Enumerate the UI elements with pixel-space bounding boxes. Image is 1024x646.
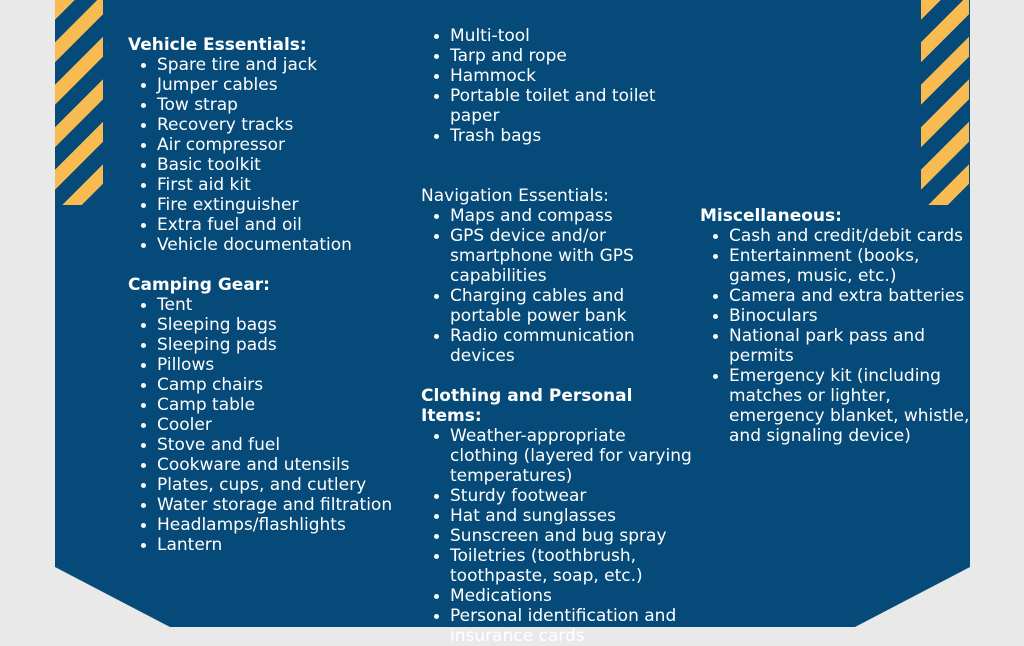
list-item: Binoculars <box>722 306 970 326</box>
list-item: Toiletries (toothbrush, toothpaste, soap, etc.) <box>443 546 696 586</box>
vehicle-essentials-list <box>128 55 408 255</box>
list-item: Tarp and rope <box>443 46 696 66</box>
list-item: Portable toilet and toilet paper <box>443 86 696 126</box>
list-item: Hat and sunglasses <box>443 506 696 526</box>
list-item: Weather-appropriate clothing (layered for varying temperatures) <box>443 426 696 486</box>
list-item: Fire extinguisher <box>150 195 408 215</box>
list-item: Medications <box>443 586 696 606</box>
list-item: Cash and credit/debit cards <box>722 226 970 246</box>
list-item: Cookware and utensils <box>150 455 408 475</box>
stripe-decoration-left <box>55 0 103 205</box>
list-item: GPS device and/or smartphone with GPS capabilities <box>443 226 696 286</box>
camping-gear-heading: Camping Gear: <box>128 275 270 295</box>
list-item: Headlamps/flashlights <box>150 515 408 535</box>
list-item: Personal identification and insurance cards <box>443 606 696 646</box>
miscellaneous-list <box>700 226 970 446</box>
list-item: Camp chairs <box>150 375 408 395</box>
list-item: Entertainment (books, games, music, etc.) <box>722 246 970 286</box>
list-item: Camera and extra batteries <box>722 286 970 306</box>
list-item: Water storage and filtration <box>150 495 408 515</box>
navigation-essentials-list <box>421 206 696 366</box>
list-item: Hammock <box>443 66 696 86</box>
list-item: Charging cables and portable power bank <box>443 286 696 326</box>
list-item: Emergency kit (including matches or lighter, emergency blanket, whistle, and signaling device) <box>722 366 970 446</box>
list-item: Plates, cups, and cutlery <box>150 475 408 495</box>
column-2 <box>421 26 696 646</box>
list-item: Recovery tracks <box>150 115 408 135</box>
list-item: Basic toolkit <box>150 155 408 175</box>
stripe-decoration-right <box>921 0 969 205</box>
list-item: Camp table <box>150 395 408 415</box>
list-item: Cooler <box>150 415 408 435</box>
list-item: Air compressor <box>150 135 408 155</box>
list-item: Radio communication devices <box>443 326 696 366</box>
navigation-essentials-heading: Navigation Essentials: <box>421 186 609 206</box>
list-item: Jumper cables <box>150 75 408 95</box>
clothing-personal-list <box>421 426 696 646</box>
list-item: First aid kit <box>150 175 408 195</box>
column-1 <box>128 35 408 555</box>
list-item: Tow strap <box>150 95 408 115</box>
list-item: National park pass and permits <box>722 326 970 366</box>
list-item: Vehicle documentation <box>150 235 408 255</box>
list-item: Trash bags <box>443 126 696 146</box>
camping-gear-list-continued <box>421 26 696 146</box>
list-item: Sleeping pads <box>150 335 408 355</box>
list-item: Sleeping bags <box>150 315 408 335</box>
list-item: Maps and compass <box>443 206 696 226</box>
list-item: Tent <box>150 295 408 315</box>
camping-gear-list <box>128 295 408 555</box>
column-3 <box>700 206 970 446</box>
miscellaneous-heading: Miscellaneous: <box>700 206 842 226</box>
vehicle-essentials-heading: Vehicle Essentials: <box>128 35 307 55</box>
list-item: Multi-tool <box>443 26 696 46</box>
list-item: Extra fuel and oil <box>150 215 408 235</box>
list-item: Sunscreen and bug spray <box>443 526 696 546</box>
clothing-personal-heading: Clothing and Personal Items: <box>421 386 633 426</box>
list-item: Spare tire and jack <box>150 55 408 75</box>
list-item: Lantern <box>150 535 408 555</box>
list-item: Stove and fuel <box>150 435 408 455</box>
list-item: Sturdy footwear <box>443 486 696 506</box>
list-item: Pillows <box>150 355 408 375</box>
